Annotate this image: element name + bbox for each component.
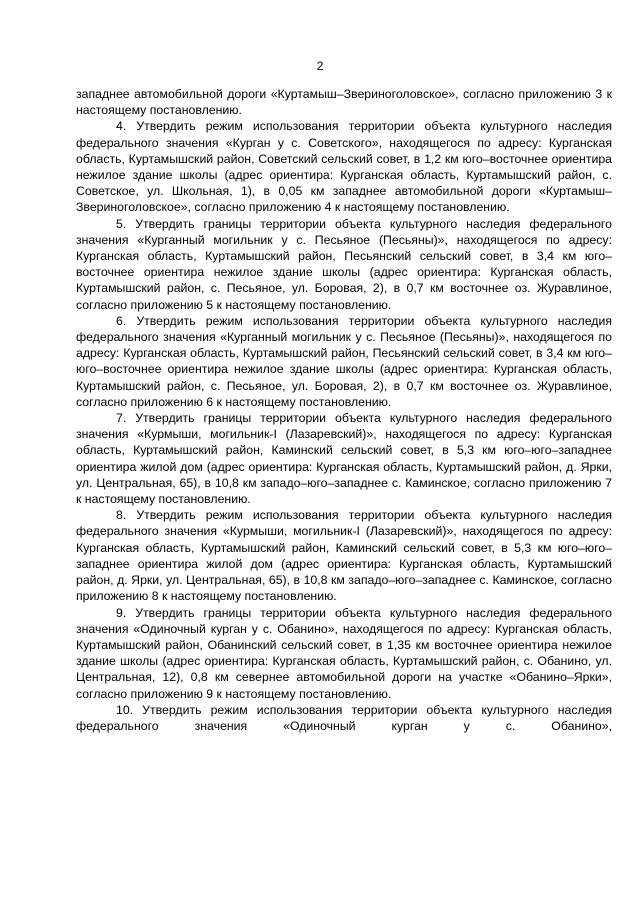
paragraph-continuation: западнее автомобильной дороги «Куртамыш–Звериноголовское», согласно приложению 3 к настоящему постановлению. <box>76 87 612 118</box>
paragraph-item-9: 9. Утвердить границы территории объекта культурного наследия федерального значения «Одиночный курган у с. Обанино», находящегося по адресу: Курганская область, Куртамышский район, Обанинский сельский совет, в 1,35 км восточнее ориентира нежилое здание школы (адрес ориентира: Курганская область, Куртамышский район, с. Обанино, ул. Центральная, 12), 0,8 км севернее автомобильной дороги на участке «Обанино–Ярки», согласно приложению 9 к настоящему постановлению. <box>76 605 612 701</box>
paragraph-item-10: 10. Утвердить режим использования территории объекта культурного наследия федерального значения «Одиночный курган у с. Обанино», <box>76 702 612 733</box>
paragraph-item-6: 6. Утвердить режим использования территории объекта культурного наследия федерального значения «Курганный могильник у с. Песьяное (Песьяны)», находящегося по адресу: Курганская область, Куртамышский район, Песьянский сельский совет, в 3,4 км юго–юго–восточнее ориентира нежилое здание школы (адрес ориентира: Курганская область, Куртамышский район, с. Песьяное, ул. Боровая, 2), в 0,7 км восточнее оз. Журавлиное, согласно приложению 6 к настоящему постановлению. <box>76 313 612 409</box>
document-body <box>76 86 612 734</box>
page-number: 2 <box>316 59 324 73</box>
paragraph-item-7: 7. Утвердить границы территории объекта культурного наследия федерального значения «Курмыши, могильник-I (Лазаревский)», находящегося по адресу: Курганская область, Куртамышский район, Каминский сельский совет, в 5,3 км юго–юго–западнее ориентира жилой дом (адрес ориентира: Курганская область, Куртамышский район, д. Ярки, ул. Центральная, 65), в 10,8 км западо–юго–западнее с. Каминское, согласно приложению 7 к настоящему постановлению. <box>76 411 612 507</box>
paragraph-item-5: 5. Утвердить границы территории объекта культурного наследия федерального значения «Курганный могильник у с. Песьяное (Песьяны)», находящегося по адресу: Курганская область, Куртамышский район, Песьянский сельский совет, в 3,4 км юго–восточнее ориентира нежилое здание школы (адрес ориентира: Курганская область, Куртамышский район, с. Песьяное, ул. Боровая, 2), в 0,7 км восточнее оз. Журавлиное, согласно приложению 5 к настоящему постановлению. <box>76 216 612 312</box>
paragraph-item-8: 8. Утвердить режим использования территории объекта культурного наследия федерального значения «Курмыши, могильник-I (Лазаревский)», находящегося по адресу: Курганская область, Куртамышский район, Каминский сельский совет, в 5,3 км юго–юго–западнее ориентира жилой дом (адрес ориентира: Курганская область, Куртамышский район, д. Ярки, ул. Центральная, 65), в 10,8 км западо–юго–западнее с. Каминское, согласно приложению 8 к настоящему постановлению. <box>76 508 612 604</box>
paragraph-item-4: 4. Утвердить режим использования территории объекта культурного наследия федерального значения «Курган у с. Советского», находящегося по адресу: Курганская область, Куртамышский район, Советский сельский совет, в 1,2 км юго–восточнее ориентира нежилое здание школы (адрес ориентира: Курганская область, Куртамышский район, с. Советское, ул. Школьная, 1), в 0,05 км западнее автомобильной дороги «Куртамыш–Звериноголовское», согласно приложению 4 к настоящему постановлению. <box>76 119 612 215</box>
